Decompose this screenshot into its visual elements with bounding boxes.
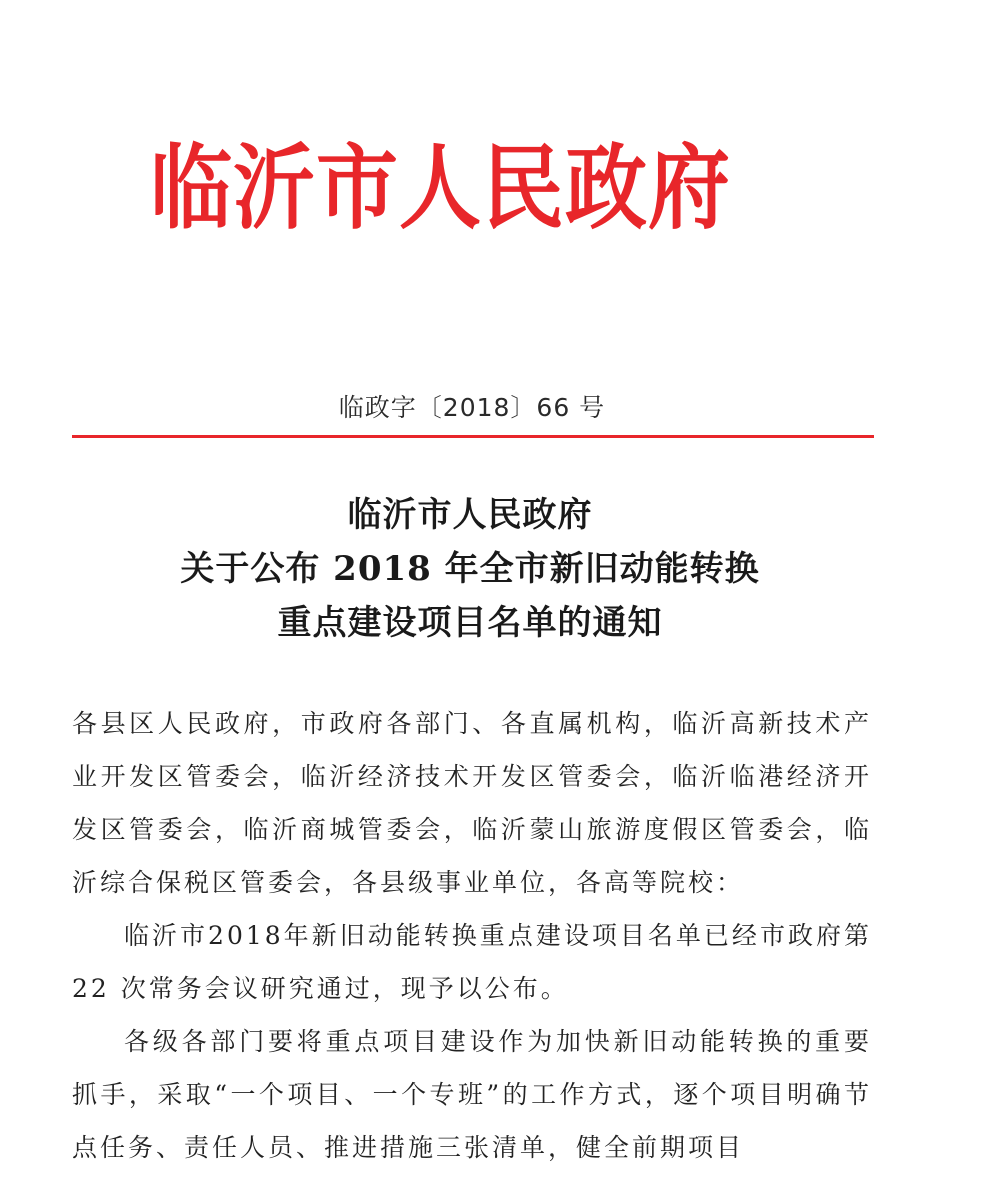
notice-body <box>72 697 883 1174</box>
notice-title-line-2: 关于公布 2018 年全市新旧动能转换 <box>180 549 760 589</box>
notice-title-line-3: 重点建设项目名单的通知 <box>277 603 663 643</box>
red-divider-line <box>72 435 874 438</box>
addressee-paragraph: 各县区人民政府，市政府各部门、各直属机构，临沂高新技术产业开发区管委会，临沂经济技术开发区管委会，临沂临港经济开发区管委会，临沂商城管委会，临沂蒙山旅游度假区管委会，临沂综合保税区管委会，各县级事业单位，各高等院校： <box>72 709 872 897</box>
notice-title <box>0 488 940 650</box>
body-paragraph-2: 各级各部门要将重点项目建设作为加快新旧动能转换的重要抓手，采取“一个项目、一个专班”的工作方式，逐个项目明确节点任务、责任人员、推进措施三张清单，健全前期项目 <box>72 1027 872 1162</box>
notice-title-line-1: 临沂市人民政府 <box>347 495 593 535</box>
document-number: 临政字〔2018〕66 号 <box>338 393 606 422</box>
body-paragraph-1: 临沂市2018年新旧动能转换重点建设项目名单已经市政府第 22 次常务会议研究通过，现予以公布。 <box>72 921 883 1003</box>
masthead-title: 临沂市人民政府 <box>150 136 732 243</box>
